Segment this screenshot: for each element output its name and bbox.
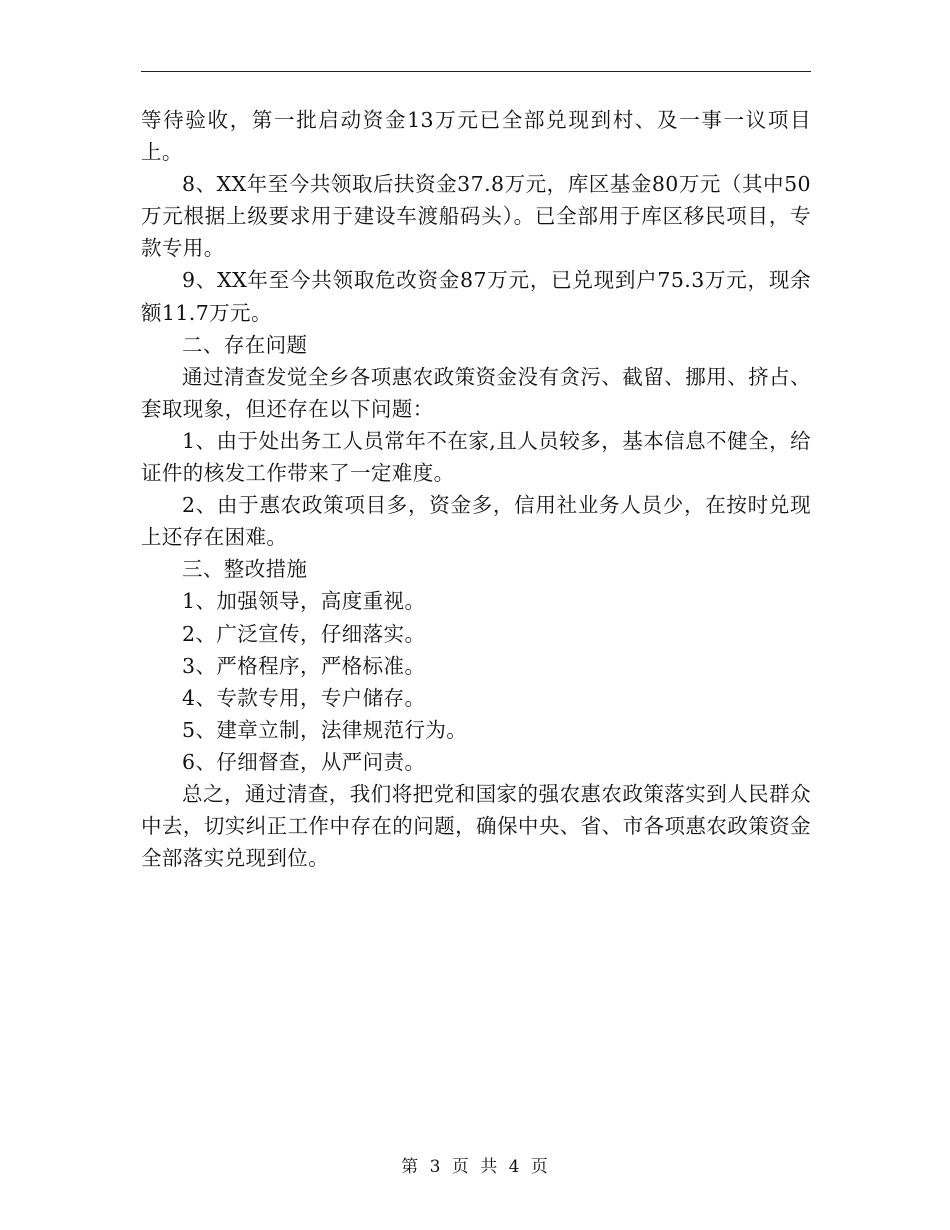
measure-item-3: 3、严格程序，严格标准。 [182, 653, 426, 678]
document-body [141, 104, 811, 874]
paragraph-item-9: 9、XX年至今共领取危改资金87万元，已兑现到户75.3万元，现余额11.7万元。 [141, 268, 811, 325]
paragraph-conclusion: 总之，通过清查，我们将把党和国家的强农惠农政策落实到人民群众中去，切实纠正工作中存在的问题，确保中央、省、市各项惠农政策资金全部落实兑现到位。 [141, 781, 811, 871]
paragraph-continuation: 等待验收，第一批启动资金13万元已全部兑现到村、及一事一议项目上。 [141, 108, 811, 165]
measure-item-1: 1、加强领导，高度重视。 [182, 589, 426, 614]
measure-item-4: 4、专款专用，专户储存。 [182, 685, 426, 710]
problem-item-1: 1、由于处出务工人员常年不在家,且人员较多，基本信息不健全，给证件的核发工作带来了一定难度。 [141, 428, 811, 486]
measure-item-5: 5、建章立制，法律规范行为。 [182, 717, 468, 742]
measure-item-2: 2、广泛宣传，仔细落实。 [182, 621, 426, 646]
measure-item-6: 6、仔细督查，从严问责。 [182, 749, 426, 774]
header-rule [141, 71, 811, 72]
paragraph-problems-intro: 通过清查发觉全乡各项惠农政策资金没有贪污、截留、挪用、挤占、套取现象，但还存在以下问题： [141, 364, 811, 421]
paragraph-item-8: 8、XX年至今共领取后扶资金37.8万元，库区基金80万元（其中50万元根据上级要求用于建设车渡船码头）。已全部用于库区移民项目，专款专用。 [141, 172, 811, 261]
problem-item-2: 2、由于惠农政策项目多，资金多，信用社业务人员少，在按时兑现上还存在困难。 [141, 493, 811, 550]
page-number-footer: 第 3 页 共 4 页 [401, 1157, 549, 1177]
section-heading-problems: 二、存在问题 [182, 332, 308, 357]
section-heading-measures: 三、整改措施 [182, 557, 308, 582]
